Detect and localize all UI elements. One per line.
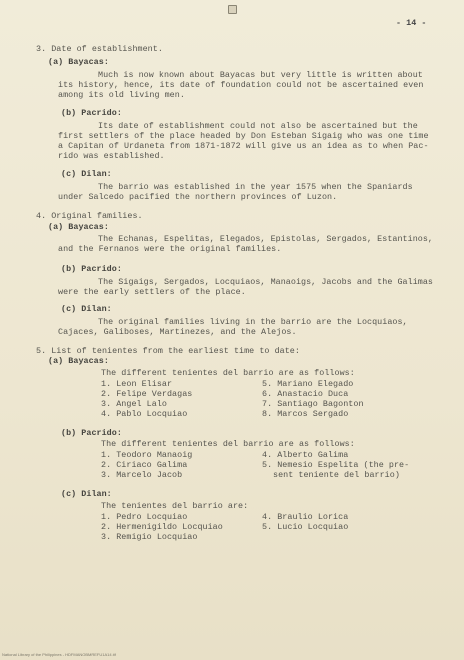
s5-a-intro: The different tenientes del barrio are as follows: — [101, 368, 355, 378]
s4-a-line: The Echanas, Espelitas, Elegados, Epistolas, Sergados, Estantinos, — [98, 234, 434, 244]
s3-a-label: (a) Bayacas: — [48, 57, 109, 67]
s4-c-label: (c) Dilan: — [61, 304, 112, 314]
s4-c-line: Cajaces, Galiboses, Martinezes, and the Alejos. — [58, 327, 297, 337]
s4-c-line: The original families living in the barrio are the Locquiaos, — [98, 317, 408, 327]
list-item: 1. Leon Elisar — [101, 379, 173, 389]
s3-c-line: The barrio was established in the year 1575 when the Spaniards — [98, 182, 413, 192]
section-3-heading: 3. Date of establishment. — [36, 44, 163, 54]
list-item: 1. Teodoro Manaoig — [101, 450, 193, 460]
s4-b-line: were the early settlers of the place. — [58, 287, 246, 297]
s5-a-label: (a) Bayacas: — [48, 356, 109, 366]
s5-c-intro: The tenientes del barrio are: — [101, 501, 249, 511]
list-item: sent teniente del barrio) — [273, 470, 400, 480]
list-item: 4. Braulio Lorica — [262, 512, 349, 522]
s3-a-line: its history, hence, its date of foundation could not be ascertained even — [58, 80, 424, 90]
list-item: 4. Pablo Locquiao — [101, 409, 188, 419]
list-item: 5. Mariano Elegado — [262, 379, 354, 389]
s3-a-line: among its old living men. — [58, 90, 185, 100]
list-item: 3. Angel Lalo — [101, 399, 167, 409]
s4-b-line: The Sigaigs, Sergados, Locquiaos, Manaoigs, Jacobs and the Galimas — [98, 277, 434, 287]
list-item: 3. Marcelo Jacob — [101, 470, 183, 480]
list-item: 2. Ciriaco Galima — [101, 460, 188, 470]
staple-hole — [228, 5, 237, 14]
list-item: 6. Anastacio Duca — [262, 389, 349, 399]
s4-a-label: (a) Bayacas: — [48, 222, 109, 232]
s5-b-label: (b) Pacrido: — [61, 428, 122, 438]
s3-b-line: first settlers of the place headed by Don Esteban Sigaig who was one time — [58, 131, 429, 141]
s3-a-line: Much is now known about Bayacas but very little is written about — [98, 70, 423, 80]
s3-b-line: a Capitan of Urdaneta from 1871-1872 will give us an idea as to when Pac- — [58, 141, 429, 151]
s5-c-label: (c) Dilan: — [61, 489, 112, 499]
s4-b-label: (b) Pacrido: — [61, 264, 122, 274]
section-4-heading: 4. Original families. — [36, 211, 143, 221]
s5-b-intro: The different tenientes del barrio are as follows: — [101, 439, 355, 449]
s3-b-line: rido was established. — [58, 151, 165, 161]
page-number: - 14 - — [396, 18, 427, 28]
list-item: 8. Marcos Sergado — [262, 409, 349, 419]
list-item: 5. Lucio Locquiao — [262, 522, 349, 532]
s3-b-line: Its date of establishment could not also be ascertained but the — [98, 121, 418, 131]
list-item: 5. Nemesio Espelita (the pre- — [262, 460, 410, 470]
s3-c-line: under Salcedo pacified the northern provinces of Luzon. — [58, 192, 338, 202]
section-5-heading: 5. List of tenientes from the earliest time to date: — [36, 346, 300, 356]
list-item: 2. Felipe Verdagas — [101, 389, 193, 399]
s3-c-label: (c) Dilan: — [61, 169, 112, 179]
s4-a-line: and the Fernanos were the original families. — [58, 244, 282, 254]
list-item: 3. Remigio Locquiao — [101, 532, 198, 542]
list-item: 4. Alberto Galima — [262, 450, 349, 460]
list-item: 2. Hermenigildo Locquiao — [101, 522, 223, 532]
footer-caption: National Library of the Philippines - HDFMANOBMREFU1A14.tif — [2, 652, 116, 657]
list-item: 1. Pedro Locquiao — [101, 512, 188, 522]
s3-b-label: (b) Pacrido: — [61, 108, 122, 118]
list-item: 7. Santiago Bagonton — [262, 399, 364, 409]
